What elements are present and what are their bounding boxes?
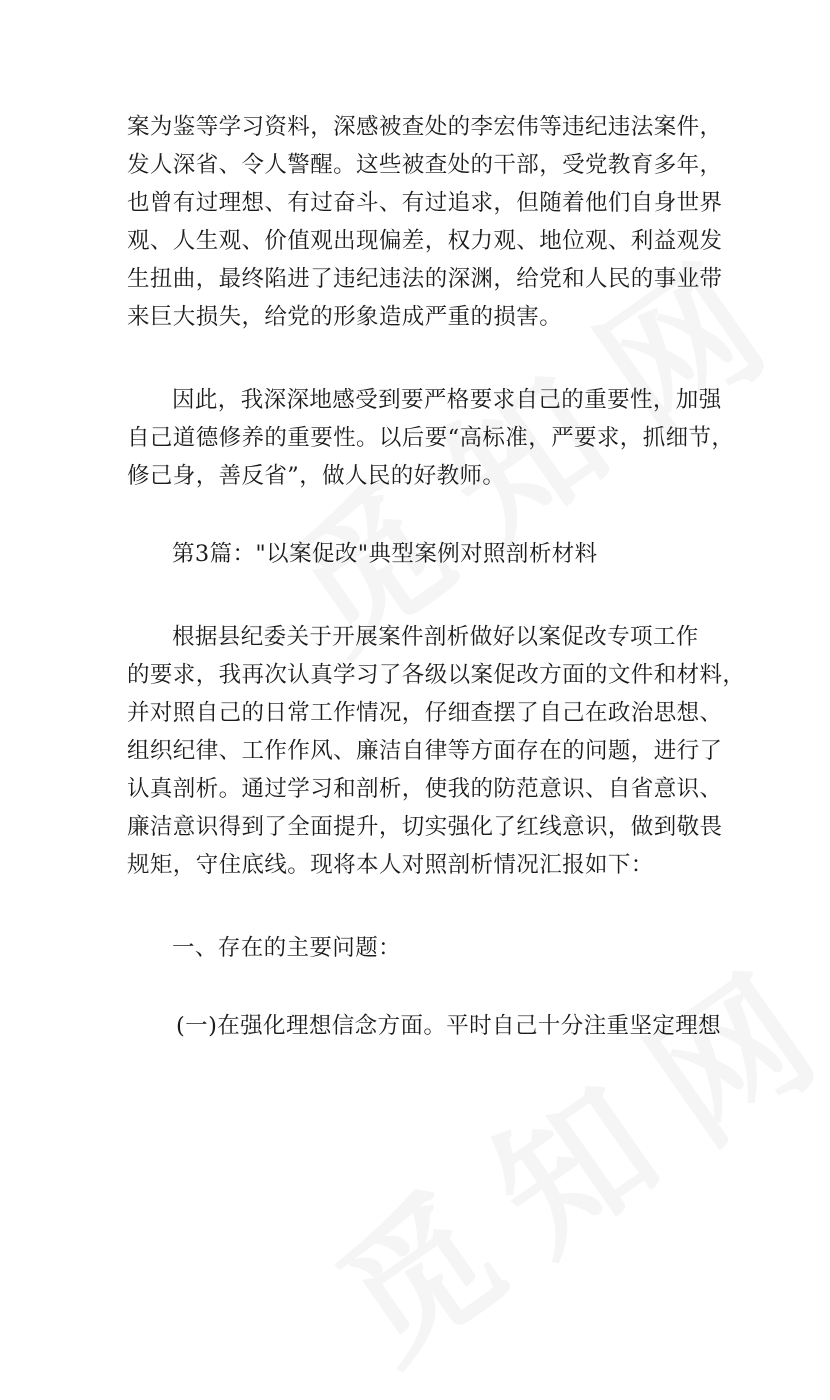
section-heading: 一、存在的主要问题： [172, 935, 402, 961]
paragraph-line: 案为鉴等学习资料，深感被查处的李宏伟等违纪违法案件， [127, 114, 723, 140]
paragraph-line: 也曾有过理想、有过奋斗、有过追求，但随着他们自身世界 [127, 190, 723, 216]
watermark [290, 896, 830, 1400]
paragraph-line: 廉洁意识得到了全面提升，切实强化了红线意识，做到敬畏 [127, 814, 723, 840]
paragraph-line: 的要求，我再次认真学习了各级以案促改方面的文件和材料， [127, 662, 746, 688]
paragraph-line: 生扭曲，最终陷进了违纪违法的深渊，给党和人民的事业带 [127, 266, 723, 292]
paragraph-line: 规矩，守住底线。现将本人对照剖析情况汇报如下： [127, 852, 654, 878]
list-item: (一)在强化理想信念方面。平时自己十分注重坚定理想 [176, 1013, 722, 1039]
paragraph-line: 观、人生观、价值观出现偏差，权力观、地位观、利益观发 [127, 228, 723, 254]
paragraph-line: 自己道德修养的重要性。以后要“高标准，严要求，抓细节， [127, 425, 735, 451]
paragraph-line: 修己身，善反省”，做人民的好教师。 [127, 463, 506, 489]
paragraph-line: 发人深省、令人警醒。这些被查处的干部，受党教育多年， [127, 152, 723, 178]
paragraph-line: 并对照自己的日常工作情况，仔细查摆了自己在政治思想、 [127, 700, 723, 726]
section-title: 第3篇："以案促改"典型案例对照剖析材料 [172, 541, 598, 567]
paragraph-line: 组织纪律、工作作风、廉洁自律等方面存在的问题，进行了 [127, 738, 723, 764]
paragraph-line: 来巨大损失，给党的形象造成严重的损害。 [127, 304, 563, 330]
paragraph-line: 认真剖析。通过学习和剖析，使我的防范意识、自省意识、 [127, 776, 723, 802]
paragraph-line: 因此，我深深地感受到要严格要求自己的重要性，加强 [172, 387, 722, 413]
paragraph-line: 根据县纪委关于开展案件剖析做好以案促改专项工作 [172, 624, 699, 650]
